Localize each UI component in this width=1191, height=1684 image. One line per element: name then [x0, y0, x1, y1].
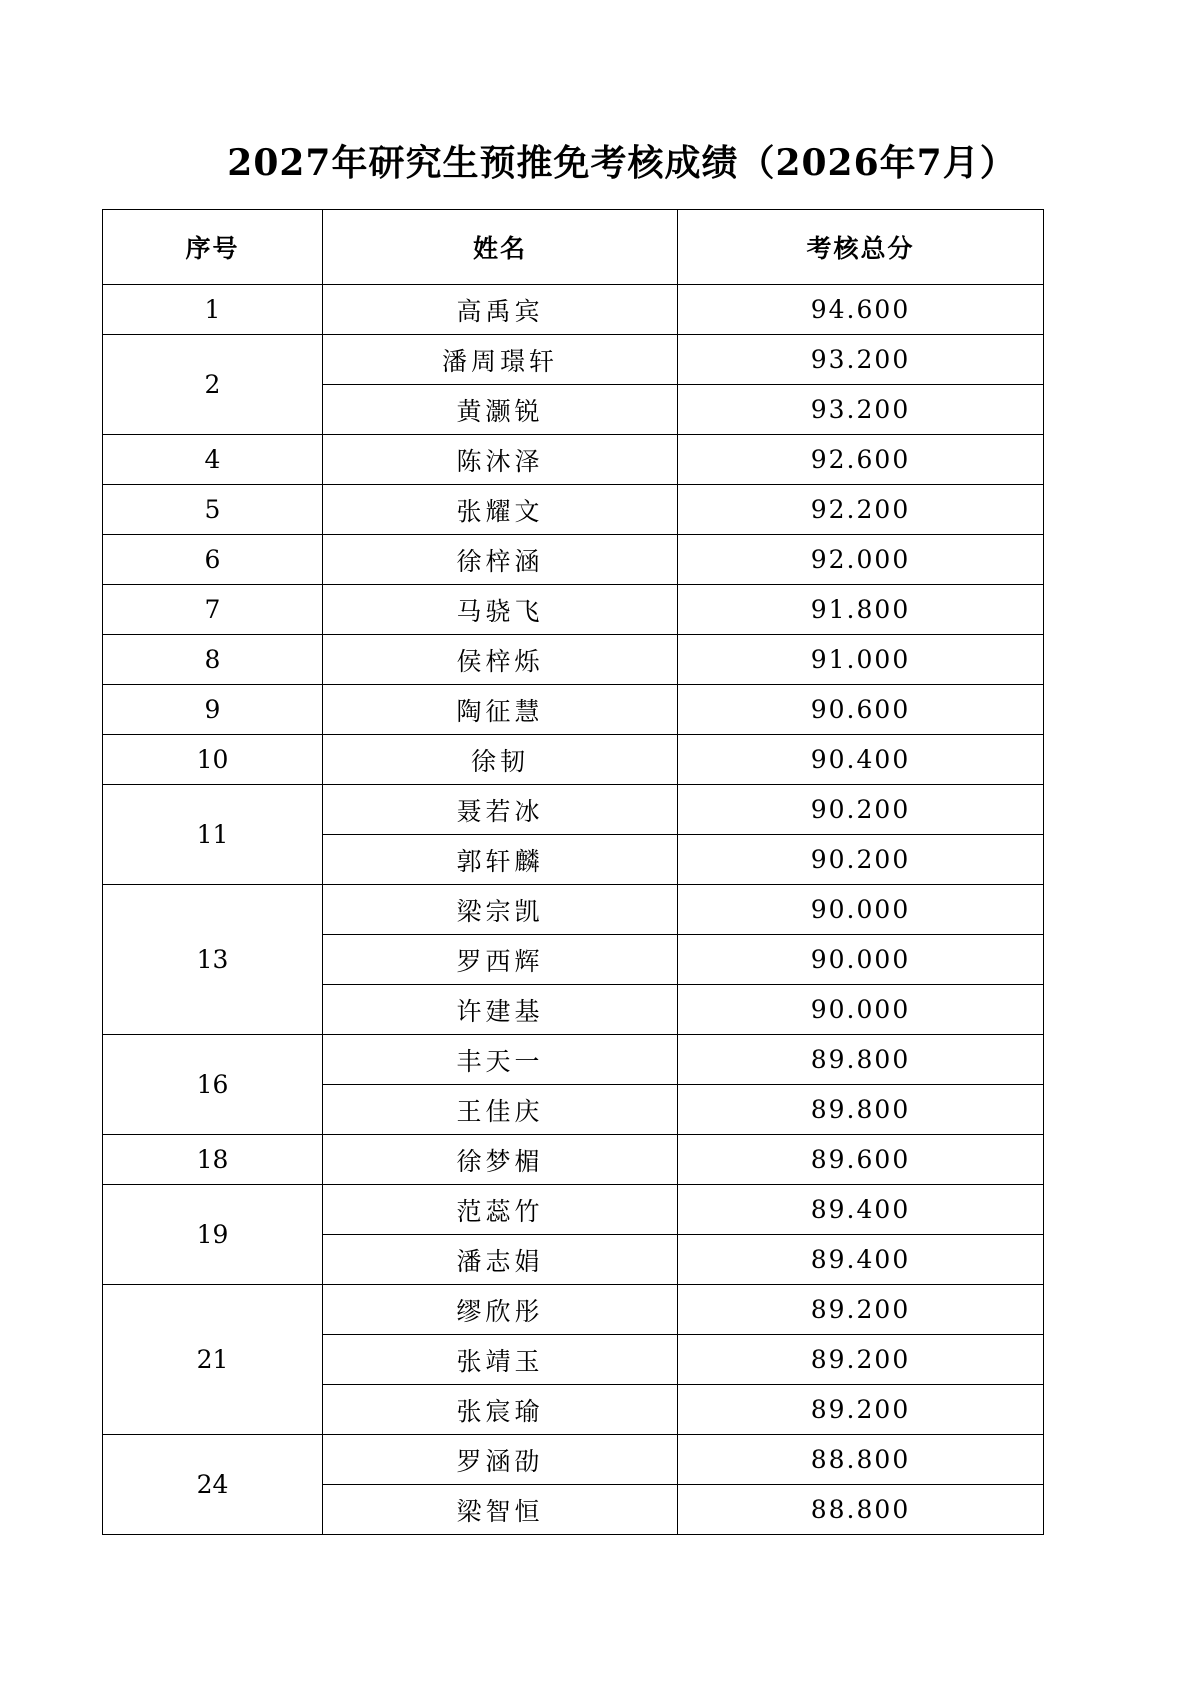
table-row — [103, 785, 1044, 835]
rank-cell: 21 — [103, 1285, 323, 1435]
name-cell: 梁智恒 — [323, 1485, 678, 1535]
name-cell: 罗涵劭 — [323, 1435, 678, 1485]
name-cell: 聂若冰 — [323, 785, 678, 835]
score-cell: 92.200 — [678, 485, 1044, 535]
score-cell: 89.200 — [678, 1335, 1044, 1385]
header-name: 姓名 — [323, 210, 678, 285]
score-cell: 89.800 — [678, 1085, 1044, 1135]
name-cell: 陶征慧 — [323, 685, 678, 735]
name-cell: 潘志娟 — [323, 1235, 678, 1285]
table-row — [103, 885, 1044, 935]
score-cell: 89.600 — [678, 1135, 1044, 1185]
score-cell: 89.800 — [678, 1035, 1044, 1085]
name-cell: 张靖玉 — [323, 1335, 678, 1385]
header-rank: 序号 — [103, 210, 323, 285]
rank-cell: 24 — [103, 1435, 323, 1535]
score-cell: 90.200 — [678, 835, 1044, 885]
score-cell: 90.400 — [678, 735, 1044, 785]
score-table — [102, 209, 1044, 1535]
name-cell: 马骁飞 — [323, 585, 678, 635]
name-cell: 徐韧 — [323, 735, 678, 785]
rank-cell: 10 — [103, 735, 323, 785]
score-cell: 91.800 — [678, 585, 1044, 635]
score-cell: 89.400 — [678, 1185, 1044, 1235]
score-cell: 91.000 — [678, 635, 1044, 685]
score-cell: 92.600 — [678, 435, 1044, 485]
score-cell: 88.800 — [678, 1435, 1044, 1485]
document-title: 2027年研究生预推免考核成绩（2026年7月） — [227, 142, 1017, 184]
score-cell: 88.800 — [678, 1485, 1044, 1535]
rank-cell: 8 — [103, 635, 323, 685]
name-cell: 郭轩麟 — [323, 835, 678, 885]
table-row — [103, 1035, 1044, 1085]
rank-cell: 18 — [103, 1135, 323, 1185]
name-cell: 丰天一 — [323, 1035, 678, 1085]
table-row — [103, 535, 1044, 585]
table-row — [103, 1435, 1044, 1485]
name-cell: 张宸瑜 — [323, 1385, 678, 1435]
rank-cell: 19 — [103, 1185, 323, 1285]
rank-cell: 2 — [103, 335, 323, 435]
score-cell: 89.200 — [678, 1385, 1044, 1435]
rank-cell: 7 — [103, 585, 323, 635]
table-body — [103, 285, 1044, 1535]
table-row — [103, 685, 1044, 735]
table-row — [103, 1185, 1044, 1235]
table-row — [103, 585, 1044, 635]
score-cell: 90.000 — [678, 985, 1044, 1035]
rank-cell: 11 — [103, 785, 323, 885]
score-cell: 92.000 — [678, 535, 1044, 585]
table-row — [103, 435, 1044, 485]
name-cell: 范蕊竹 — [323, 1185, 678, 1235]
score-cell: 89.400 — [678, 1235, 1044, 1285]
table-header-row — [103, 210, 1044, 285]
score-cell: 90.000 — [678, 885, 1044, 935]
name-cell: 侯梓烁 — [323, 635, 678, 685]
name-cell: 潘周璟轩 — [323, 335, 678, 385]
score-cell: 90.600 — [678, 685, 1044, 735]
rank-cell: 1 — [103, 285, 323, 335]
table-row — [103, 735, 1044, 785]
table-row — [103, 635, 1044, 685]
name-cell: 徐梦楣 — [323, 1135, 678, 1185]
score-cell: 90.000 — [678, 935, 1044, 985]
rank-cell: 9 — [103, 685, 323, 735]
rank-cell: 13 — [103, 885, 323, 1035]
table-row — [103, 1285, 1044, 1335]
header-score: 考核总分 — [678, 210, 1044, 285]
name-cell: 陈沐泽 — [323, 435, 678, 485]
score-cell: 93.200 — [678, 335, 1044, 385]
score-cell: 90.200 — [678, 785, 1044, 835]
rank-cell: 16 — [103, 1035, 323, 1135]
name-cell: 王佳庆 — [323, 1085, 678, 1135]
name-cell: 高禹宾 — [323, 285, 678, 335]
name-cell: 徐梓涵 — [323, 535, 678, 585]
name-cell: 许建基 — [323, 985, 678, 1035]
name-cell: 黄灏锐 — [323, 385, 678, 435]
table-row — [103, 485, 1044, 535]
score-cell: 94.600 — [678, 285, 1044, 335]
rank-cell: 6 — [103, 535, 323, 585]
rank-cell: 4 — [103, 435, 323, 485]
name-cell: 缪欣彤 — [323, 1285, 678, 1335]
table-row — [103, 1135, 1044, 1185]
score-cell: 93.200 — [678, 385, 1044, 435]
table-row — [103, 285, 1044, 335]
name-cell: 罗西辉 — [323, 935, 678, 985]
score-cell: 89.200 — [678, 1285, 1044, 1335]
table-row — [103, 335, 1044, 385]
rank-cell: 5 — [103, 485, 323, 535]
name-cell: 张耀文 — [323, 485, 678, 535]
name-cell: 梁宗凯 — [323, 885, 678, 935]
